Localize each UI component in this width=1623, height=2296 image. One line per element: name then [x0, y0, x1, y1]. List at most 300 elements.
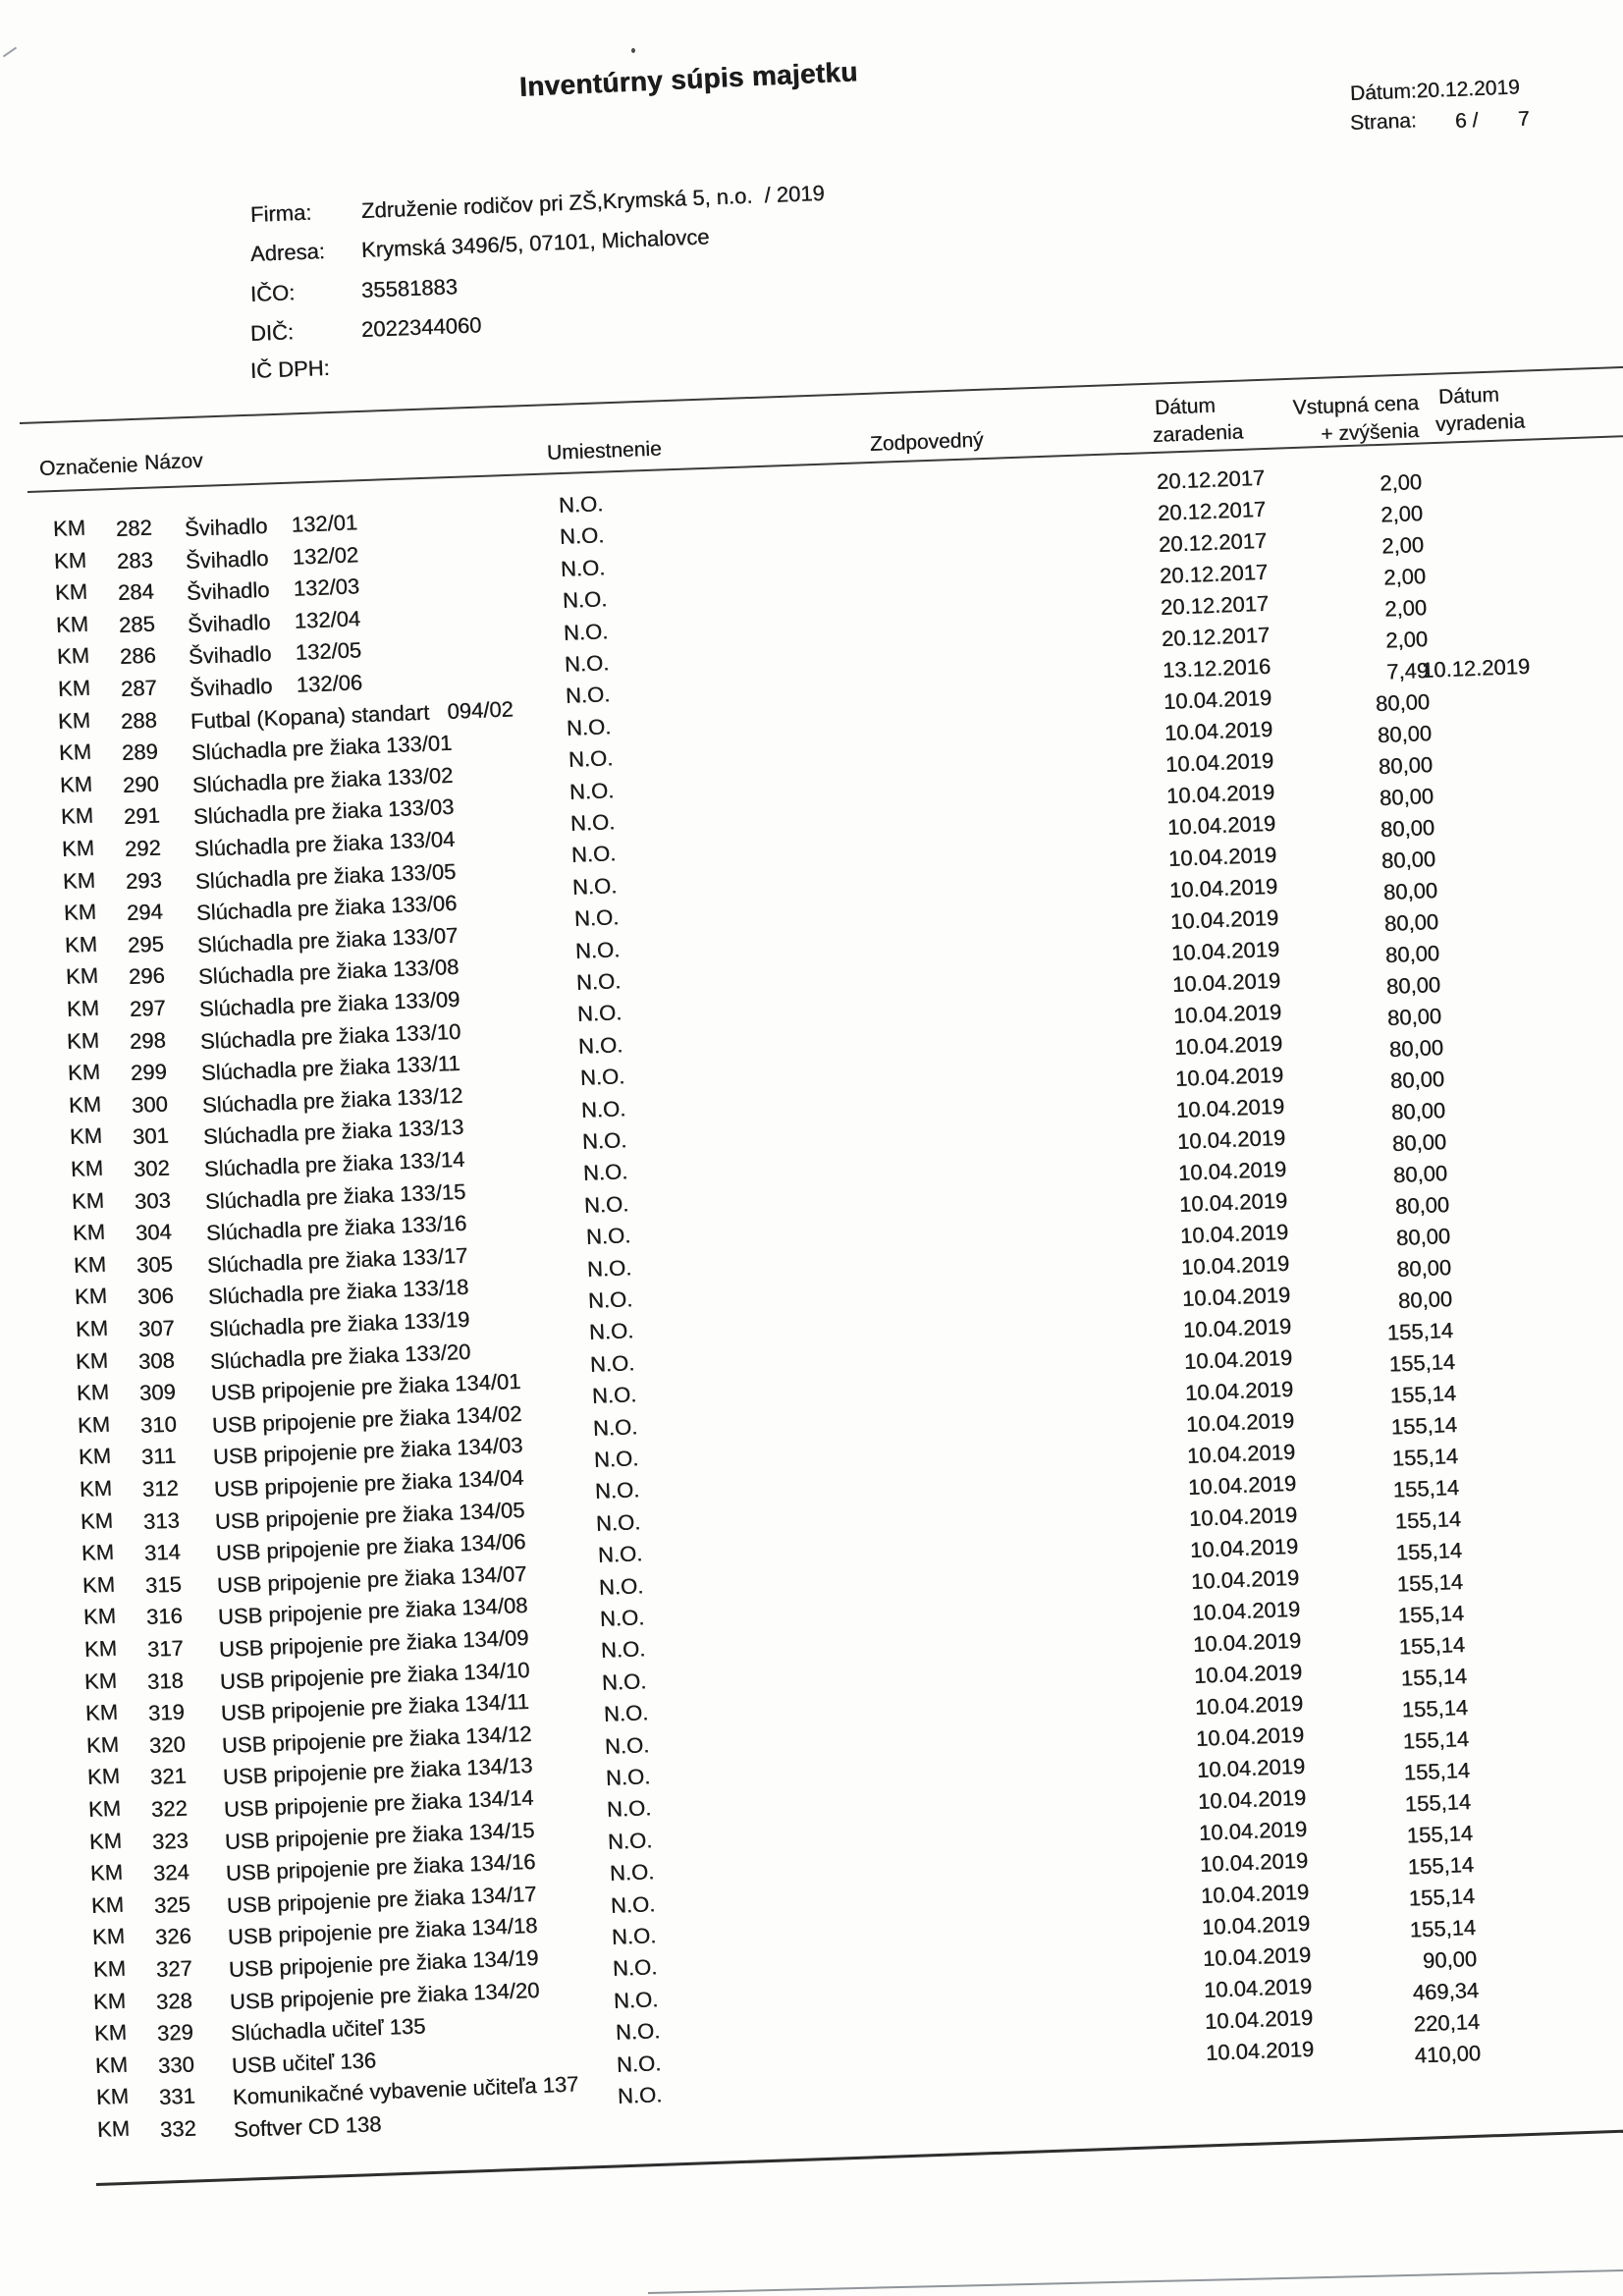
page-number-current: 6 /: [1454, 109, 1479, 133]
col-umiestnenie: Umiestnenie: [546, 437, 663, 465]
cell-oznacenie-prefix: KM: [54, 578, 88, 605]
col-oznacenie: Označenie: [38, 454, 138, 480]
cell-datum-zaradenia: 10.04.2019: [1195, 1722, 1305, 1751]
cell-datum-zaradenia: 10.04.2019: [1190, 1564, 1300, 1594]
cell-umiestnenie: N.O.: [604, 1732, 650, 1759]
adresa-label: Adresa:: [249, 239, 326, 266]
cell-datum-zaradenia: 10.04.2019: [1164, 747, 1274, 777]
cell-vstupna-cena: 80,00: [1382, 878, 1438, 905]
firma-value: Združenie rodičov pri ZŠ,Krymská 5, n.o. / 2019: [360, 180, 826, 223]
cell-nazov: USB pripojenie pre žiaka 134/05: [214, 1497, 525, 1534]
cell-umiestnenie: N.O.: [568, 778, 615, 804]
cell-nazov: Švihadlo 132/04: [187, 606, 361, 637]
col-zodpovedny: Zodpovedný: [869, 428, 984, 456]
cell-oznacenie-number: 298: [129, 1027, 167, 1054]
cell-vstupna-cena: 90,00: [1422, 1946, 1478, 1974]
cell-nazov: Švihadlo 132/05: [188, 637, 362, 669]
cell-umiestnenie: N.O.: [576, 1000, 622, 1026]
cell-nazov: USB pripojenie pre žiaka 134/08: [217, 1592, 528, 1629]
cell-nazov: Softver CD 138: [233, 2111, 382, 2142]
cell-oznacenie-prefix: KM: [88, 1828, 123, 1854]
cell-datum-zaradenia: 10.04.2019: [1202, 1941, 1312, 1971]
cell-oznacenie-number: 307: [137, 1315, 175, 1341]
cell-oznacenie-prefix: KM: [82, 1603, 117, 1629]
cell-vstupna-cena: 80,00: [1380, 847, 1436, 874]
cell-oznacenie-number: 327: [155, 1955, 192, 1982]
cell-datum-zaradenia: 10.04.2019: [1199, 1847, 1309, 1877]
cell-oznacenie-prefix: KM: [65, 962, 99, 989]
cell-vstupna-cena: 80,00: [1397, 1286, 1453, 1314]
cell-umiestnenie: N.O.: [559, 522, 605, 549]
cell-oznacenie-prefix: KM: [96, 2115, 131, 2142]
cell-vstupna-cena: 155,14: [1409, 1915, 1477, 1942]
cell-oznacenie-number: 286: [119, 642, 156, 669]
cell-nazov: Slúchadla pre žiaka 133/04: [193, 826, 456, 861]
cell-oznacenie-number: 295: [127, 931, 164, 957]
cell-datum-zaradenia: 20.12.2017: [1160, 590, 1270, 620]
cell-vstupna-cena: 2,00: [1382, 564, 1427, 590]
cell-datum-zaradenia: 10.04.2019: [1205, 2036, 1315, 2065]
cell-umiestnenie: N.O.: [598, 1573, 644, 1600]
scan-speck: [631, 48, 635, 53]
cell-datum-zaradenia: 10.04.2019: [1203, 1973, 1313, 2002]
cell-nazov: Slúchadla pre žiaka 133/01: [190, 730, 453, 765]
cell-oznacenie-prefix: KM: [80, 1507, 114, 1534]
cell-vstupna-cena: 155,14: [1397, 1601, 1465, 1628]
cell-umiestnenie: N.O.: [603, 1700, 649, 1726]
cell-vstupna-cena: 155,14: [1389, 1381, 1457, 1408]
cell-oznacenie-number: 299: [130, 1059, 168, 1085]
cell-nazov: Slúchadla pre žiaka 133/18: [207, 1274, 469, 1309]
cell-umiestnenie: N.O.: [599, 1605, 645, 1631]
cell-nazov: USB pripojenie pre žiaka 134/20: [229, 1977, 540, 2014]
cell-nazov: Slúchadla pre žiaka 133/15: [204, 1178, 466, 1214]
cell-nazov: Slúchadla pre žiaka 133/10: [199, 1018, 461, 1054]
cell-oznacenie-number: 320: [148, 1731, 187, 1758]
cell-oznacenie-number: 308: [137, 1347, 176, 1374]
cell-oznacenie-number: 325: [153, 1891, 190, 1918]
cell-umiestnenie: N.O.: [577, 1032, 624, 1059]
cell-umiestnenie: N.O.: [568, 745, 614, 772]
cell-umiestnenie: N.O.: [583, 1191, 630, 1218]
cell-nazov: Slúchadla pre žiaka 133/06: [195, 890, 458, 925]
cell-datum-zaradenia: 10.04.2019: [1179, 1219, 1289, 1248]
cell-datum-zaradenia: 20.12.2017: [1159, 559, 1269, 588]
page-number-total: 7: [1517, 107, 1531, 131]
cell-umiestnenie: N.O.: [569, 809, 616, 836]
cell-nazov: USB pripojenie pre žiaka 134/07: [216, 1560, 527, 1598]
cell-umiestnenie: N.O.: [564, 650, 610, 677]
col-vyradenia-line2: vyradenia: [1434, 410, 1526, 436]
cell-oznacenie-number: 330: [157, 2051, 195, 2078]
cell-vstupna-cena: 220,14: [1413, 2009, 1481, 2037]
cell-datum-zaradenia: 10.04.2019: [1178, 1187, 1288, 1217]
cell-umiestnenie: N.O.: [594, 1477, 640, 1503]
cell-nazov: USB pripojenie pre žiaka 134/01: [210, 1368, 521, 1405]
cell-oznacenie-number: 300: [131, 1091, 169, 1118]
cell-umiestnenie: N.O.: [573, 904, 620, 931]
cell-datum-zaradenia: 10.04.2019: [1168, 873, 1278, 902]
cell-oznacenie-number: 296: [128, 962, 165, 989]
cell-datum-zaradenia: 10.04.2019: [1200, 1879, 1310, 1908]
cell-vstupna-cena: 155,14: [1402, 1726, 1470, 1754]
cell-oznacenie-prefix: KM: [95, 2083, 130, 2109]
cell-nazov: USB pripojenie pre žiaka 134/18: [227, 1912, 538, 1949]
cell-oznacenie-number: 318: [146, 1667, 185, 1694]
cell-oznacenie-number: 324: [152, 1859, 189, 1886]
cell-oznacenie-prefix: KM: [58, 738, 92, 765]
cell-nazov: USB pripojenie pre žiaka 134/02: [211, 1400, 522, 1438]
cell-nazov: Slúchadla pre žiaka 133/16: [205, 1210, 467, 1245]
cell-vstupna-cena: 2,00: [1381, 532, 1425, 559]
cell-oznacenie-number: 329: [156, 2019, 194, 2046]
cell-oznacenie-prefix: KM: [57, 707, 91, 734]
cell-vstupna-cena: 2,00: [1380, 501, 1424, 527]
cell-datum-zaradenia: 10.04.2019: [1167, 842, 1277, 871]
cell-oznacenie-prefix: KM: [93, 2019, 128, 2046]
cell-datum-zaradenia: 10.04.2019: [1172, 999, 1282, 1028]
ico-label: IČO:: [249, 280, 296, 306]
ico-value: 35581883: [360, 274, 459, 302]
cell-umiestnenie: N.O.: [615, 2018, 661, 2045]
cell-nazov: USB učiteľ 136: [231, 2048, 377, 2078]
cell-nazov: Slúchadla pre žiaka 133/09: [198, 986, 460, 1021]
cell-nazov: USB pripojenie pre žiaka 134/03: [212, 1432, 523, 1469]
cell-nazov: USB pripojenie pre žiaka 134/16: [225, 1848, 536, 1886]
cell-umiestnenie: N.O.: [607, 1828, 654, 1854]
print-date: Dátum:20.12.2019: [1349, 76, 1521, 105]
cell-oznacenie-number: 310: [139, 1411, 178, 1438]
cell-datum-zaradenia: 10.04.2019: [1171, 967, 1281, 997]
cell-oznacenie-prefix: KM: [72, 1219, 106, 1245]
cell-oznacenie-prefix: KM: [94, 2051, 129, 2078]
cell-datum-zaradenia: 10.04.2019: [1166, 810, 1276, 840]
cell-nazov: Slúchadla pre žiaka 133/02: [191, 762, 454, 797]
cell-nazov: Švihadlo 132/03: [186, 574, 360, 605]
cell-oznacenie-prefix: KM: [59, 771, 93, 797]
cell-oznacenie-prefix: KM: [85, 1731, 120, 1758]
cell-umiestnenie: N.O.: [612, 1954, 658, 1981]
cell-oznacenie-prefix: KM: [76, 1379, 110, 1405]
cell-umiestnenie: N.O.: [609, 1859, 655, 1886]
cell-umiestnenie: N.O.: [581, 1127, 627, 1154]
cell-vstupna-cena: 155,14: [1386, 1318, 1454, 1345]
cell-umiestnenie: N.O.: [571, 873, 619, 900]
cell-oznacenie-prefix: KM: [66, 1027, 100, 1054]
cell-vstupna-cena: 80,00: [1380, 815, 1435, 843]
cell-datum-zaradenia: 10.04.2019: [1204, 2004, 1314, 2034]
cell-datum-zaradenia: 10.04.2019: [1191, 1596, 1301, 1625]
cell-umiestnenie: N.O.: [570, 841, 617, 867]
cell-vstupna-cena: 410,00: [1414, 2041, 1482, 2068]
cell-datum-zaradenia: 10.04.2019: [1188, 1502, 1298, 1531]
cell-nazov: USB pripojenie pre žiaka 134/14: [223, 1784, 534, 1822]
cell-vstupna-cena: 80,00: [1385, 972, 1441, 1000]
cell-nazov: USB pripojenie pre žiaka 134/13: [222, 1752, 533, 1789]
cell-oznacenie-number: 306: [136, 1283, 174, 1309]
cell-oznacenie-prefix: KM: [87, 1795, 122, 1822]
cell-nazov: USB pripojenie pre žiaka 134/06: [215, 1528, 526, 1565]
cell-oznacenie-prefix: KM: [81, 1539, 115, 1565]
cell-vstupna-cena: 155,14: [1398, 1632, 1466, 1660]
cell-oznacenie-prefix: KM: [68, 1091, 102, 1118]
cell-umiestnenie: N.O.: [611, 1923, 657, 1949]
cell-nazov: Slúchadla pre žiaka 133/12: [201, 1082, 463, 1118]
cell-oznacenie-prefix: KM: [56, 642, 90, 669]
cell-oznacenie-prefix: KM: [84, 1699, 119, 1725]
cell-datum-zaradenia: 20.12.2017: [1157, 496, 1267, 525]
cell-umiestnenie: N.O.: [566, 714, 613, 740]
cell-umiestnenie: N.O.: [613, 1987, 660, 2013]
cell-oznacenie-prefix: KM: [60, 802, 94, 829]
cell-umiestnenie: N.O.: [597, 1541, 643, 1567]
cell-umiestnenie: N.O.: [601, 1668, 648, 1695]
cell-datum-zaradenia: 10.04.2019: [1175, 1093, 1285, 1122]
cell-oznacenie-prefix: KM: [91, 1923, 126, 1949]
cell-oznacenie-number: 309: [138, 1379, 177, 1405]
firma-label: Firma:: [249, 199, 312, 227]
cell-umiestnenie: N.O.: [580, 1096, 626, 1122]
col-zaradenia-line2: zaradenia: [1152, 420, 1244, 447]
cell-umiestnenie: N.O.: [563, 619, 609, 645]
cell-oznacenie-prefix: KM: [52, 515, 86, 541]
cell-oznacenie-number: 282: [115, 515, 153, 541]
cell-oznacenie-prefix: KM: [90, 1891, 125, 1918]
cell-oznacenie-number: 289: [121, 738, 159, 765]
cell-nazov: Švihadlo 132/06: [189, 670, 363, 701]
cell-nazov: Slúchadla pre žiaka 133/05: [194, 858, 457, 894]
cell-datum-zaradenia: 10.04.2019: [1181, 1282, 1291, 1311]
cell-umiestnenie: N.O.: [574, 937, 621, 963]
cell-oznacenie-number: 293: [125, 867, 163, 894]
cell-umiestnenie: N.O.: [560, 555, 607, 581]
cell-oznacenie-number: 291: [123, 802, 161, 829]
cell-oznacenie-prefix: KM: [70, 1155, 104, 1181]
dic-value: 2022344060: [360, 312, 482, 342]
cell-datum-zaradenia: 10.04.2019: [1163, 716, 1273, 745]
cell-datum-zaradenia: 10.04.2019: [1170, 936, 1280, 965]
cell-datum-zaradenia: 20.12.2017: [1161, 622, 1271, 651]
cell-vstupna-cena: 155,14: [1404, 1789, 1472, 1817]
cell-vstupna-cena: 469,34: [1411, 1978, 1480, 2005]
cell-oznacenie-number: 305: [135, 1251, 173, 1278]
page-title: Inventúrny súpis majetku: [518, 56, 859, 102]
cell-oznacenie-prefix: KM: [89, 1859, 124, 1886]
cell-vstupna-cena: 80,00: [1389, 1066, 1445, 1094]
cell-vstupna-cena: 155,14: [1401, 1695, 1469, 1722]
cell-nazov: USB pripojenie pre žiaka 134/11: [220, 1688, 530, 1725]
cell-oznacenie-prefix: KM: [66, 995, 99, 1021]
cell-oznacenie-prefix: KM: [64, 931, 98, 957]
cell-oznacenie-number: 287: [120, 675, 157, 701]
cell-vstupna-cena: 155,14: [1396, 1569, 1464, 1597]
cell-datum-zaradenia: 10.04.2019: [1182, 1313, 1292, 1342]
cell-datum-zaradenia: 10.04.2019: [1196, 1753, 1306, 1782]
cell-oznacenie-prefix: KM: [74, 1283, 108, 1309]
cell-oznacenie-number: 284: [117, 578, 154, 605]
cell-oznacenie-prefix: KM: [75, 1347, 109, 1374]
cell-oznacenie-prefix: KM: [69, 1122, 103, 1149]
cell-datum-zaradenia: 10.04.2019: [1173, 1030, 1283, 1060]
page-edge-line: [648, 2269, 1623, 2294]
cell-oznacenie-prefix: KM: [78, 1443, 112, 1469]
cell-oznacenie-number: 283: [116, 547, 154, 574]
cell-oznacenie-prefix: KM: [81, 1571, 116, 1598]
cell-oznacenie-number: 313: [142, 1507, 181, 1534]
cell-vstupna-cena: 155,14: [1392, 1475, 1460, 1503]
cell-oznacenie-prefix: KM: [73, 1251, 107, 1278]
cell-umiestnenie: N.O.: [616, 2050, 662, 2077]
cell-oznacenie-prefix: KM: [71, 1187, 105, 1214]
cell-oznacenie-number: 317: [146, 1635, 184, 1662]
cell-oznacenie-number: 332: [159, 2115, 197, 2142]
cell-nazov: Slúchadla pre žiaka 133/07: [196, 922, 459, 957]
cell-oznacenie-number: 328: [155, 1988, 193, 2014]
cell-umiestnenie: N.O.: [605, 1764, 651, 1790]
cell-nazov: Slúchadla pre žiaka 133/17: [206, 1242, 468, 1278]
cell-vstupna-cena: 2,00: [1384, 627, 1429, 653]
cell-datum-zaradenia: 10.04.2019: [1189, 1533, 1299, 1562]
cell-oznacenie-number: 304: [135, 1219, 172, 1245]
cell-nazov: Futbal (Kopana) standart 094/02: [189, 696, 514, 734]
cell-oznacenie-number: 303: [134, 1187, 172, 1214]
cell-vstupna-cena: 155,14: [1403, 1758, 1471, 1785]
cell-vstupna-cena: 155,14: [1408, 1884, 1476, 1911]
cell-datum-zaradenia: 10.04.2019: [1177, 1156, 1287, 1185]
cell-datum-zaradenia: 13.12.2016: [1162, 653, 1271, 683]
cell-datum-zaradenia: 10.04.2019: [1192, 1627, 1302, 1657]
col-cena-line1: Vstupná cena: [1292, 392, 1420, 419]
cell-nazov: Slúchadla pre žiaka 133/11: [200, 1050, 461, 1085]
cell-oznacenie-number: 294: [126, 899, 163, 925]
cell-oznacenie-number: 314: [143, 1539, 181, 1565]
scan-smudge: [3, 47, 17, 58]
cell-nazov: USB pripojenie pre žiaka 134/09: [218, 1624, 529, 1662]
cell-vstupna-cena: 80,00: [1379, 784, 1434, 811]
cell-nazov: Slúchadla pre žiaka 133/19: [208, 1306, 470, 1341]
cell-nazov: USB pripojenie pre žiaka 134/17: [226, 1881, 537, 1918]
cell-vstupna-cena: 80,00: [1396, 1255, 1452, 1283]
cell-umiestnenie: N.O.: [600, 1636, 646, 1663]
icdph-label: IČ DPH:: [249, 355, 331, 383]
cell-oznacenie-prefix: KM: [83, 1667, 118, 1694]
cell-nazov: Švihadlo 132/02: [185, 542, 359, 574]
cell-datum-zaradenia: 10.04.2019: [1169, 904, 1279, 934]
cell-vstupna-cena: 80,00: [1388, 1035, 1444, 1063]
cell-oznacenie-number: 292: [124, 835, 162, 861]
cell-oznacenie-number: 297: [129, 995, 166, 1021]
cell-nazov: USB pripojenie pre žiaka 134/04: [213, 1464, 524, 1502]
cell-umiestnenie: N.O.: [617, 2082, 663, 2108]
cell-umiestnenie: N.O.: [585, 1223, 631, 1249]
cell-nazov: USB pripojenie pre žiaka 134/10: [219, 1657, 530, 1694]
cell-datum-zaradenia: 10.04.2019: [1197, 1784, 1307, 1814]
dic-label: DIČ:: [249, 319, 295, 346]
cell-oznacenie-prefix: KM: [55, 611, 89, 637]
cell-datum-zaradenia: 10.04.2019: [1176, 1124, 1286, 1154]
cell-datum-zaradenia: 10.04.2019: [1201, 1910, 1311, 1940]
cell-nazov: Slúchadla pre žiaka 133/13: [202, 1114, 464, 1149]
cell-umiestnenie: N.O.: [606, 1795, 652, 1822]
cell-datum-vyradenia: 10.12.2019: [1421, 653, 1531, 683]
cell-nazov: Slúchadla učiteľ 135: [230, 2013, 426, 2046]
cell-vstupna-cena: 80,00: [1378, 752, 1434, 780]
cell-vstupna-cena: 80,00: [1386, 1004, 1442, 1031]
cell-oznacenie-number: 288: [120, 707, 158, 734]
cell-vstupna-cena: 80,00: [1377, 721, 1433, 748]
cell-umiestnenie: N.O.: [593, 1446, 639, 1472]
cell-oznacenie-number: 322: [150, 1795, 189, 1822]
cell-datum-zaradenia: 10.04.2019: [1174, 1062, 1284, 1091]
cell-datum-zaradenia: 10.04.2019: [1198, 1816, 1308, 1845]
cell-oznacenie-number: 312: [141, 1475, 180, 1502]
cell-vstupna-cena: 80,00: [1384, 941, 1440, 968]
cell-oznacenie-number: 316: [145, 1603, 183, 1629]
cell-nazov: Slúchadla pre žiaka 133/03: [192, 793, 455, 829]
cell-umiestnenie: N.O.: [558, 491, 604, 518]
col-vyradenia-line1: Dátum: [1437, 383, 1500, 409]
cell-nazov: Švihadlo 132/01: [184, 510, 358, 541]
cell-umiestnenie: N.O.: [610, 1891, 656, 1918]
cell-oznacenie-number: 331: [158, 2083, 196, 2109]
cell-oznacenie-number: 323: [151, 1828, 189, 1854]
col-nazov: Názov: [143, 449, 203, 474]
cell-vstupna-cena: 80,00: [1375, 689, 1431, 717]
cell-umiestnenie: N.O.: [589, 1350, 636, 1377]
cell-vstupna-cena: 80,00: [1390, 1098, 1446, 1125]
cell-vstupna-cena: 80,00: [1395, 1224, 1451, 1251]
cell-nazov: Slúchadla pre žiaka 133/20: [209, 1339, 471, 1374]
cell-umiestnenie: N.O.: [595, 1509, 642, 1536]
cell-vstupna-cena: 2,00: [1379, 469, 1423, 496]
cell-vstupna-cena: 155,14: [1395, 1538, 1463, 1565]
cell-datum-zaradenia: 20.12.2017: [1158, 527, 1268, 557]
cell-vstupna-cena: 155,14: [1393, 1506, 1462, 1534]
cell-oznacenie-prefix: KM: [67, 1059, 101, 1085]
cell-oznacenie-number: 311: [140, 1443, 177, 1469]
cell-oznacenie-prefix: KM: [53, 547, 87, 574]
page-number-label: Strana:: [1349, 109, 1418, 135]
cell-datum-zaradenia: 10.04.2019: [1193, 1659, 1303, 1688]
adresa-value: Krymská 3496/5, 07101, Michalovce: [360, 224, 710, 262]
cell-datum-zaradenia: 10.04.2019: [1185, 1407, 1295, 1437]
cell-oznacenie-prefix: KM: [79, 1475, 113, 1502]
cell-datum-zaradenia: 10.04.2019: [1165, 779, 1275, 808]
cell-umiestnenie: N.O.: [588, 1318, 634, 1344]
cell-vstupna-cena: 155,14: [1399, 1664, 1468, 1691]
cell-umiestnenie: N.O.: [575, 968, 622, 995]
cell-umiestnenie: N.O.: [582, 1159, 628, 1185]
cell-datum-zaradenia: 10.04.2019: [1184, 1376, 1294, 1405]
cell-oznacenie-prefix: KM: [83, 1635, 117, 1662]
cell-nazov: USB pripojenie pre žiaka 134/12: [221, 1721, 532, 1758]
cell-umiestnenie: N.O.: [592, 1414, 638, 1441]
cell-oznacenie-number: 315: [144, 1571, 182, 1598]
cell-vstupna-cena: 80,00: [1383, 909, 1439, 937]
cell-oznacenie-number: 302: [133, 1155, 171, 1181]
cell-nazov: USB pripojenie pre žiaka 134/19: [228, 1944, 539, 1982]
cell-oznacenie-number: 321: [149, 1763, 188, 1789]
cell-vstupna-cena: 155,14: [1390, 1412, 1458, 1440]
cell-datum-zaradenia: 10.04.2019: [1187, 1470, 1297, 1500]
cell-nazov: Slúchadla pre žiaka 133/14: [203, 1146, 465, 1181]
cell-oznacenie-prefix: KM: [63, 899, 97, 925]
cell-datum-zaradenia: 10.04.2019: [1186, 1439, 1296, 1468]
cell-oznacenie-number: 326: [154, 1923, 191, 1949]
cell-vstupna-cena: 7,49: [1385, 658, 1430, 684]
cell-umiestnenie: N.O.: [565, 682, 611, 708]
cell-oznacenie-prefix: KM: [92, 1955, 126, 1982]
